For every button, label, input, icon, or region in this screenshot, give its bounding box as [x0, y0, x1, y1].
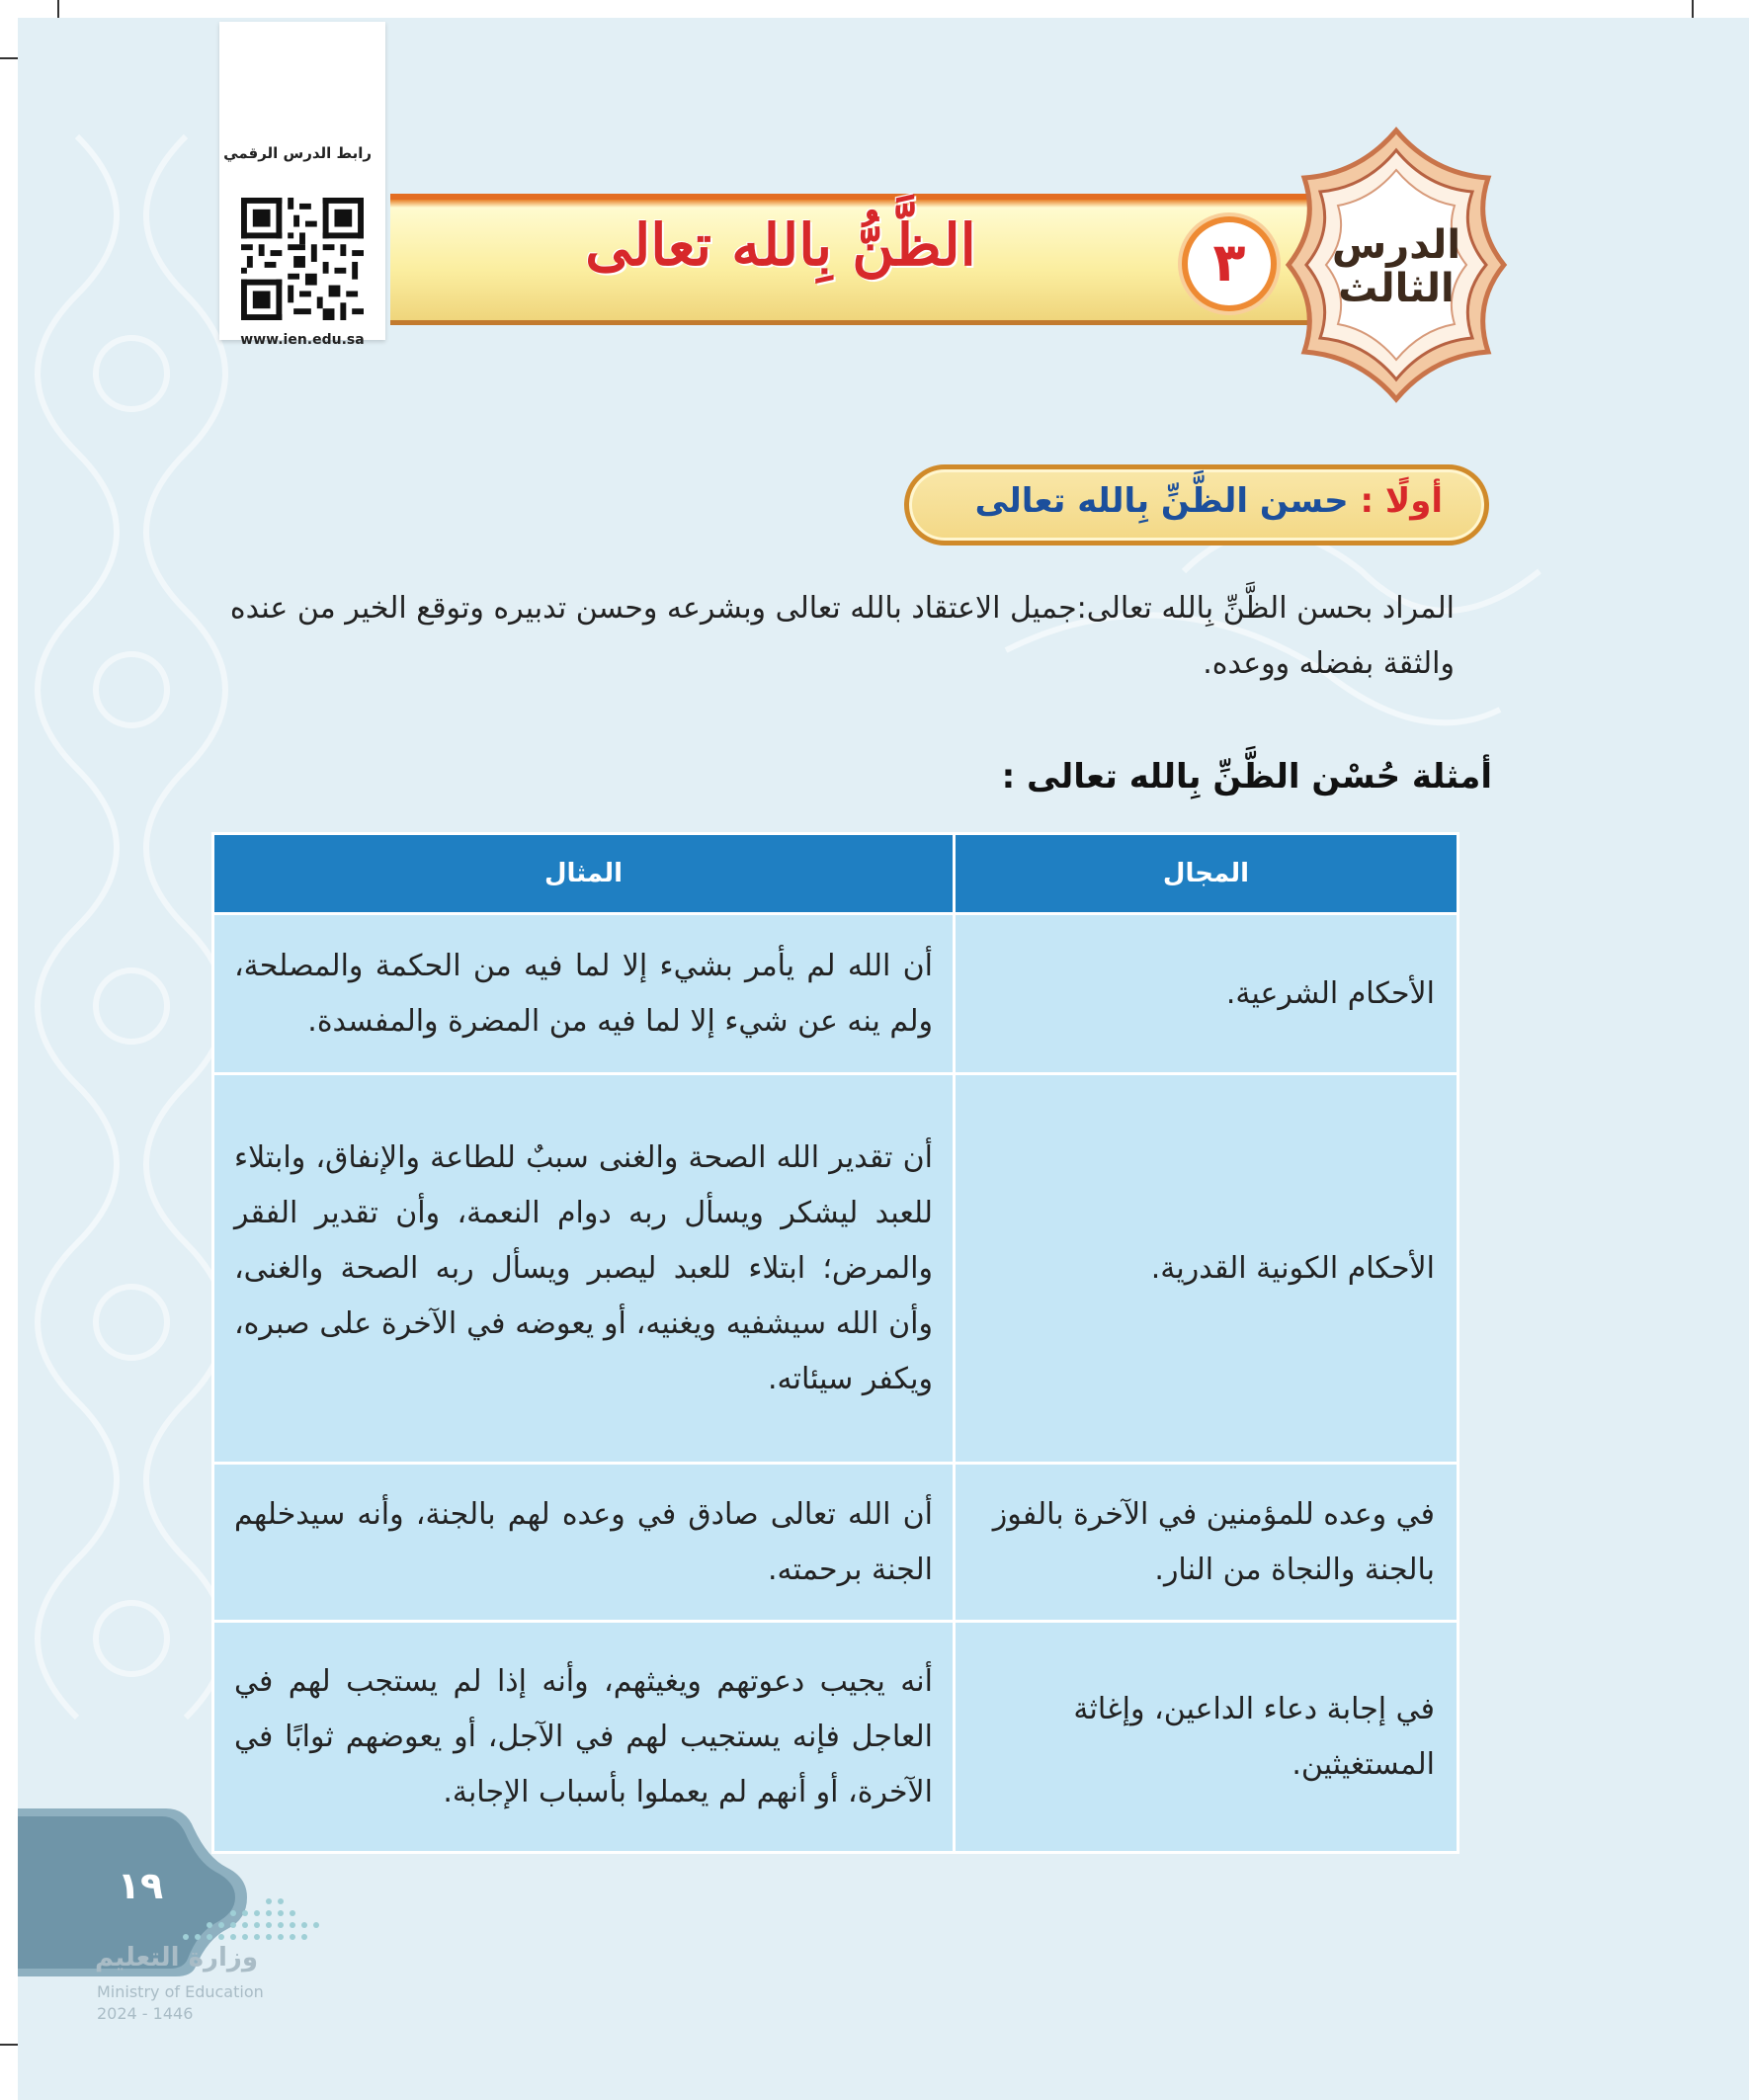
- table-header-row: [213, 834, 1458, 914]
- examples-heading: أمثلة حُسْن الظَّنِّ بِالله تعالى :: [1001, 757, 1492, 797]
- section-header: [904, 464, 1489, 546]
- lesson-number: ٣: [1182, 216, 1277, 311]
- qr-url-link[interactable]: www.ien.edu.sa: [240, 332, 365, 348]
- qr-panel[interactable]: [219, 22, 385, 348]
- example-cell: أنه يجيب دعوتهم ويغيثهم، وأنه إذا لم يستجب لهم في العاجل فإنه يستجيب لهم في الآجل، أو يعوضهم ثوابًا في الآخرة، أو أنهم لم يعملوا بأسباب الإجابة.: [213, 1622, 955, 1853]
- domain-cell: الأحكام الشرعية.: [955, 914, 1458, 1074]
- column-header-example: المثال: [213, 834, 955, 914]
- page-number: ١٩: [117, 1864, 164, 1907]
- ministry-name-english: Ministry of Education: [97, 1982, 264, 2001]
- section-prefix: أولًا :: [1360, 481, 1443, 521]
- lesson-title: الظَّنُّ بِالله تعالى: [585, 211, 976, 279]
- edition-year: 2024 - 1446: [97, 2004, 194, 2023]
- example-cell: أن الله تعالى صادق في وعده لهم بالجنة، وأنه سيدخلهم الجنة برحمته.: [213, 1464, 955, 1622]
- example-cell: أن الله لم يأمر بشيء إلا لما فيه من الحكمة والمصلحة، ولم ينه عن شيء إلا لما فيه من المضرة والمفسدة.: [213, 914, 955, 1074]
- section-title-text: حسن الظَّنِّ بِالله تعالى: [974, 481, 1349, 521]
- domain-cell: الأحكام الكونية القدرية.: [955, 1074, 1458, 1464]
- domain-cell: في وعده للمؤمنين في الآخرة بالفوز بالجنة والنجاة من النار.: [955, 1464, 1458, 1622]
- qr-code-icon[interactable]: [241, 198, 364, 320]
- examples-table: [211, 832, 1459, 1854]
- domain-cell: في إجابة دعاء الداعين، وإغاثة المستغيثين.: [955, 1622, 1458, 1853]
- lesson-badge-line2: الثالث: [1338, 266, 1455, 311]
- ministry-name-arabic: وزارة التعليم: [95, 1943, 258, 1973]
- qr-label: رابط الدرس الرقمي: [223, 144, 372, 162]
- table-row: [213, 1074, 1458, 1464]
- definition-paragraph: المراد بحسن الظَّنِّ بِالله تعالى:جميل الاعتقاد بالله تعالى وبشرعه وحسن تدبيره وتوقع الخير من عنده والثقة بفضله ووعده.: [229, 591, 1455, 681]
- section-title: [975, 481, 1443, 521]
- title-banner-bar: [390, 194, 1339, 200]
- table-row: [213, 1622, 1458, 1853]
- table-row: [213, 914, 1458, 1074]
- lesson-badge-line1: الدرس: [1331, 222, 1461, 268]
- lesson-badge: [1302, 223, 1490, 310]
- example-cell: أن تقدير الله الصحة والغنى سببٌ للطاعة والإنفاق، وابتلاء للعبد ليشكر ويسأل ربه دوام النعمة، وأن تقدير الفقر والمرض؛ ابتلاء للعبد ليصبر ويسأل ربه الصحة والغنى، وأن الله سيشفيه ويغنيه، أو يعوضه في الآخرة على صبره، ويكفر سيئاته.: [213, 1074, 955, 1464]
- ministry-logo-icon: [176, 1897, 324, 1949]
- column-header-domain: المجال: [955, 834, 1458, 914]
- table-row: [213, 1464, 1458, 1622]
